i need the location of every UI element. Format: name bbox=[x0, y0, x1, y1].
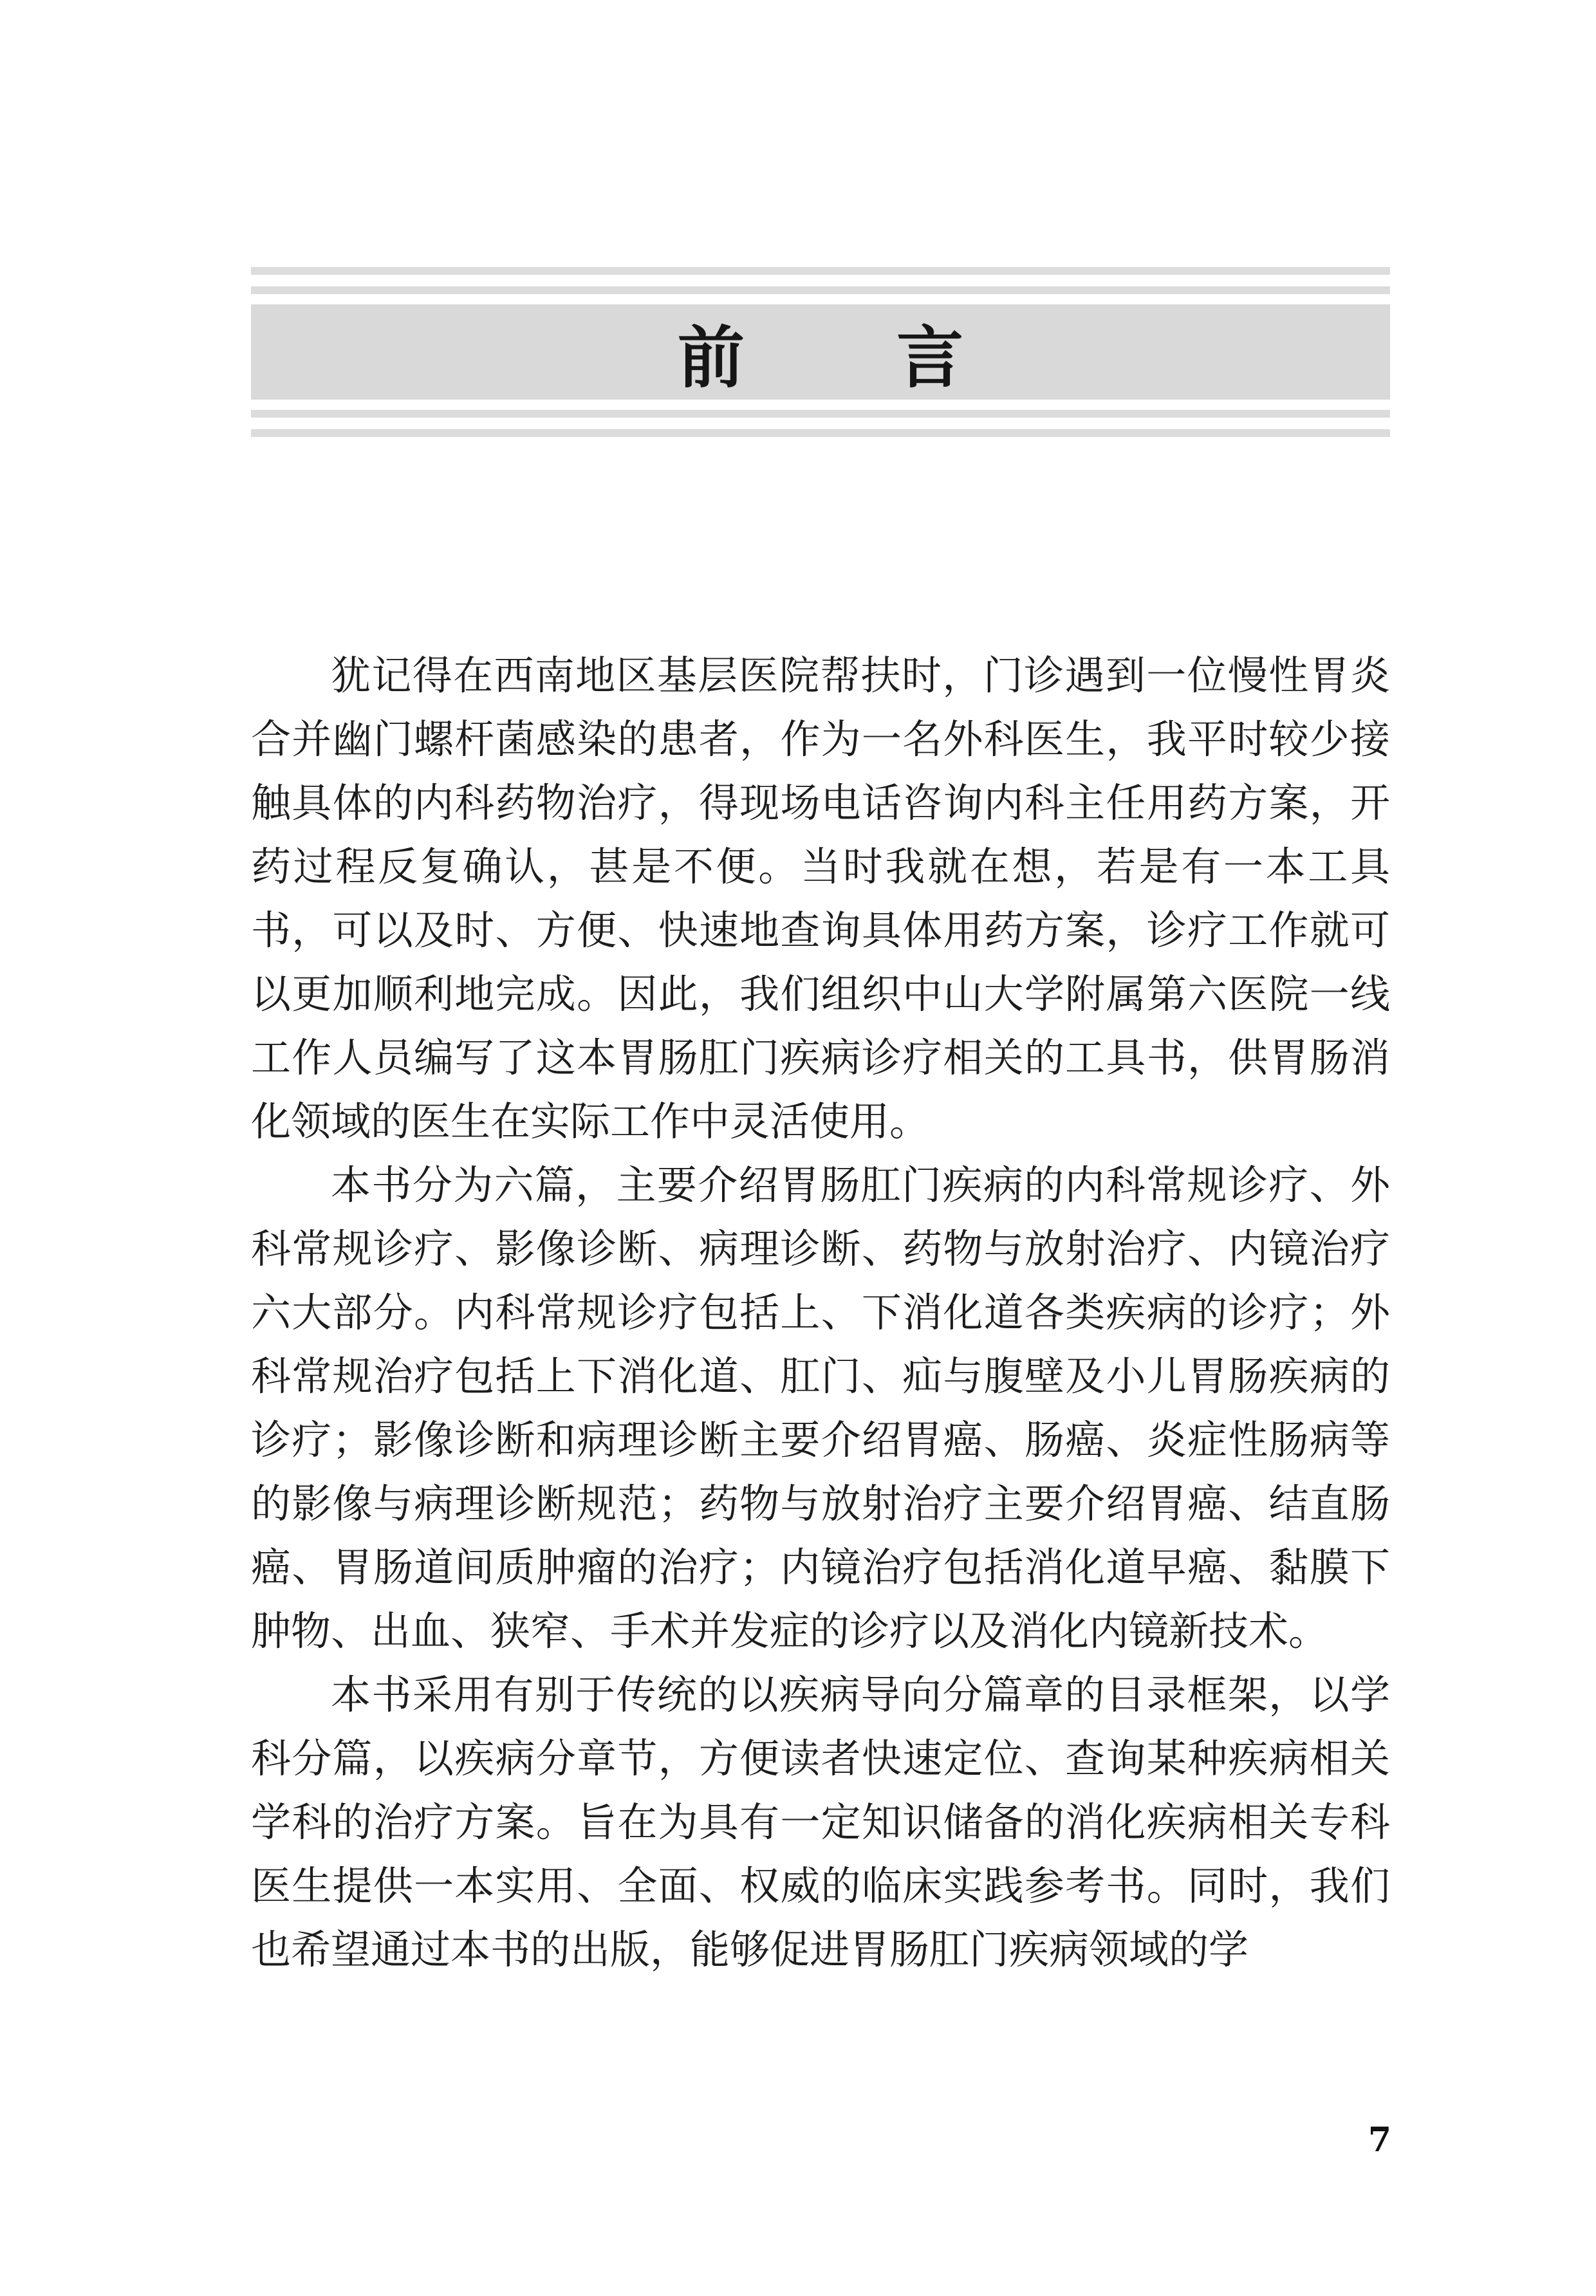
paragraph: 本书分为六篇，主要介绍胃肠肛门疾病的内科常规诊疗、外科常规诊疗、影像诊断、病理诊断、药物与放射治疗、内镜治疗六大部分。内科常规诊疗包括上、下消化道各类疾病的诊疗；外科常规治疗包括上下消化道、肛门、疝与腹壁及小儿胃肠疾病的诊疗；影像诊断和病理诊断主要介绍胃癌、肠癌、炎症性肠病等的影像与病理诊断规范；药物与放射治疗主要介绍胃癌、结直肠癌、胃肠道间质肿瘤的治疗；内镜治疗包括消化道早癌、黏膜下肿物、出血、狭窄、手术并发症的诊疗以及消化内镜新技术。 bbox=[251, 1162, 1390, 1654]
chapter-header bbox=[251, 267, 1390, 437]
header-stripe bbox=[251, 410, 1390, 418]
header-stripe bbox=[251, 429, 1390, 437]
preface-body bbox=[251, 643, 1390, 1981]
header-stripe bbox=[251, 267, 1390, 275]
header-stripe bbox=[251, 286, 1390, 294]
page-number: 7 bbox=[1368, 2120, 1391, 2160]
page-title: 前 言 bbox=[677, 319, 1028, 397]
paragraph: 本书采用有别于传统的以疾病导向分篇章的目录框架，以学科分篇，以疾病分章节，方便读者快速定位、查询某种疾病相关学科的治疗方案。旨在为具有一定知识储备的消化疾病相关专科医生提供一本实用、全面、权威的临床实践参考书。同时，我们也希望通过本书的出版，能够促进胃肠肛门疾病领域的学 bbox=[251, 1671, 1390, 1973]
paragraph: 犹记得在西南地区基层医院帮扶时，门诊遇到一位慢性胃炎合并幽门螺杆菌感染的患者，作为一名外科医生，我平时较少接触具体的内科药物治疗，得现场电话咨询内科主任用药方案，开药过程反复确认，甚是不便。当时我就在想，若是有一本工具书，可以及时、方便、快速地查询具体用药方案，诊疗工作就可以更加顺利地完成。因此，我们组织中山大学附属第六医院一线工作人员编写了这本胃肠肛门疾病诊疗相关的工具书，供胃肠消化领域的医生在实际工作中灵活使用。 bbox=[251, 652, 1390, 1145]
title-bar bbox=[251, 304, 1390, 400]
